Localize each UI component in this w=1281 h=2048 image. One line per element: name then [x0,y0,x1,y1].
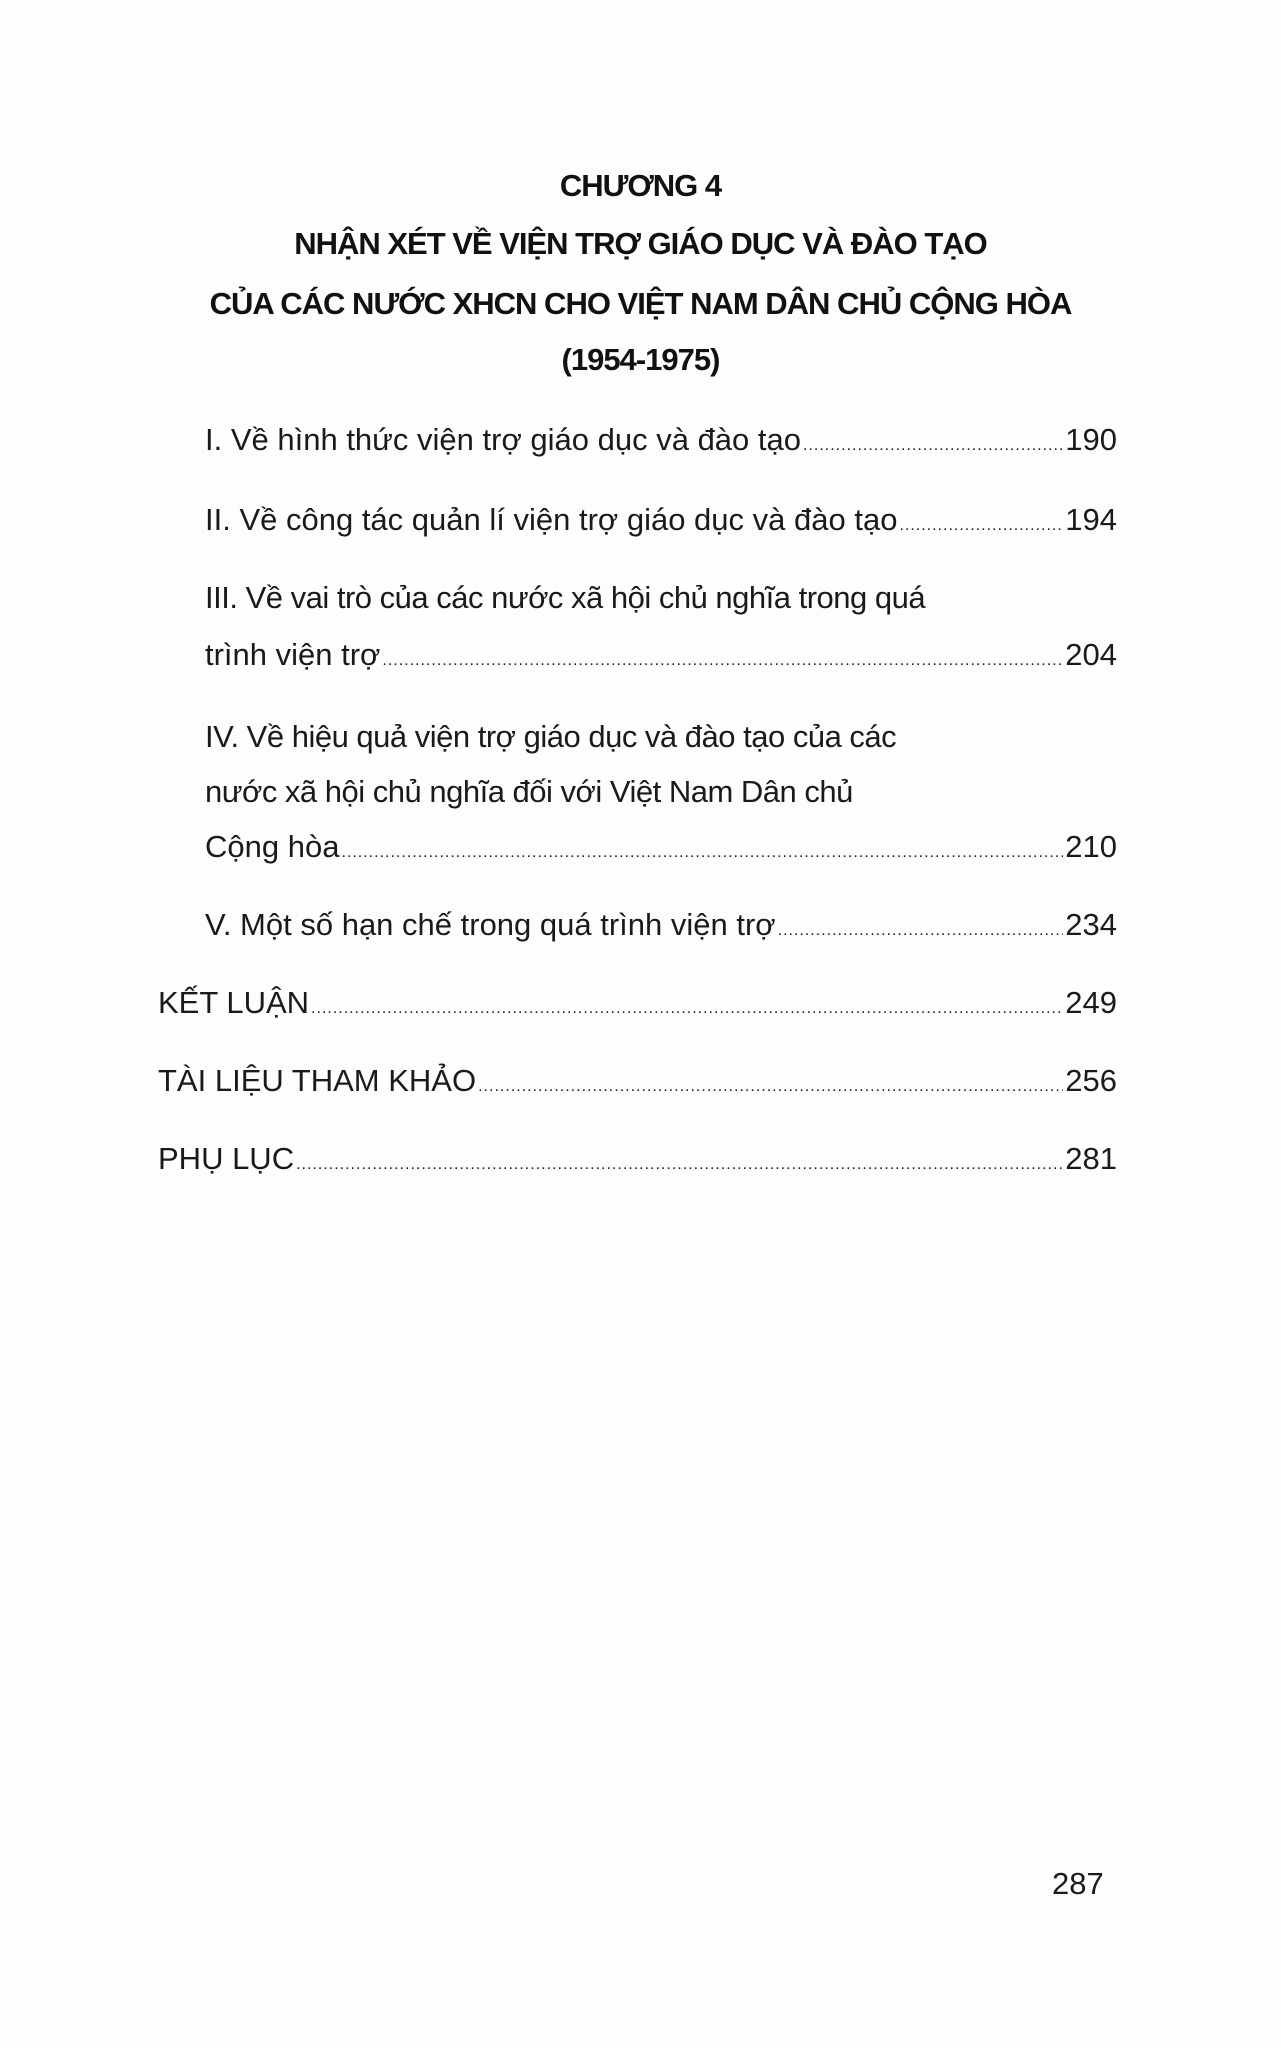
toc-page-number: 204 [1065,637,1117,672]
toc-entry[interactable] [158,1063,1117,1099]
toc-entry[interactable] [205,829,1117,865]
chapter-label: CHƯƠNG 4 [559,168,722,203]
toc-entry[interactable] [205,907,1117,943]
toc-entry-title-line: IV. Về hiệu quả viện trợ giáo dục và đào tạo của các [205,719,897,754]
toc-entry-title: II. Về công tác quản lí viện trợ giáo dục và đào tạo [205,502,898,537]
toc-entry[interactable] [205,422,1117,458]
chapter-title-line-2: CỦA CÁC NƯỚC XHCN CHO VIỆT NAM DÂN CHỦ CỘNG HÒA [209,286,1072,321]
dot-leader [341,844,1063,862]
toc-page-number: 190 [1065,422,1117,457]
toc-page-number: 281 [1065,1141,1117,1176]
toc-page-number: 234 [1065,907,1117,942]
toc-entry-title: V. Một số hạn chế trong quá trình viện trợ [205,907,776,942]
toc-entry-title: I. Về hình thức viện trợ giáo dục và đào tạo [205,422,801,457]
toc-page-number: 249 [1065,985,1117,1020]
toc-entry-title: KẾT LUẬN [158,985,310,1020]
toc-entry-title: Cộng hòa [205,829,340,864]
dot-leader [382,652,1063,670]
dot-leader [478,1078,1063,1096]
page-number: 287 [1052,1866,1104,1901]
toc-entry[interactable] [158,985,1117,1021]
toc-entry[interactable] [205,637,1117,673]
toc-page-number: 194 [1065,502,1117,537]
toc-page-number: 256 [1065,1063,1117,1098]
toc-page-number: 210 [1065,829,1117,864]
dot-leader [899,517,1063,535]
toc-entry-title: trình viện trợ [205,637,381,672]
dot-leader [296,1156,1063,1174]
chapter-title-years: (1954-1975) [561,342,720,377]
toc-entry-title-line: III. Về vai trò của các nước xã hội chủ nghĩa trong quá [205,580,926,615]
toc-entry-title-line: nước xã hội chủ nghĩa đối với Việt Nam Dân chủ [205,774,853,809]
dot-leader [311,1000,1063,1018]
dot-leader [778,922,1064,940]
toc-entry-title: TÀI LIỆU THAM KHẢO [158,1063,477,1098]
dot-leader [803,437,1063,455]
toc-entry[interactable] [205,502,1117,538]
chapter-title-line-1: NHẬN XÉT VỀ VIỆN TRỢ GIÁO DỤC VÀ ĐÀO TẠO [294,226,987,261]
toc-entry-title: PHỤ LỤC [158,1141,295,1176]
toc-entry[interactable] [158,1141,1117,1177]
